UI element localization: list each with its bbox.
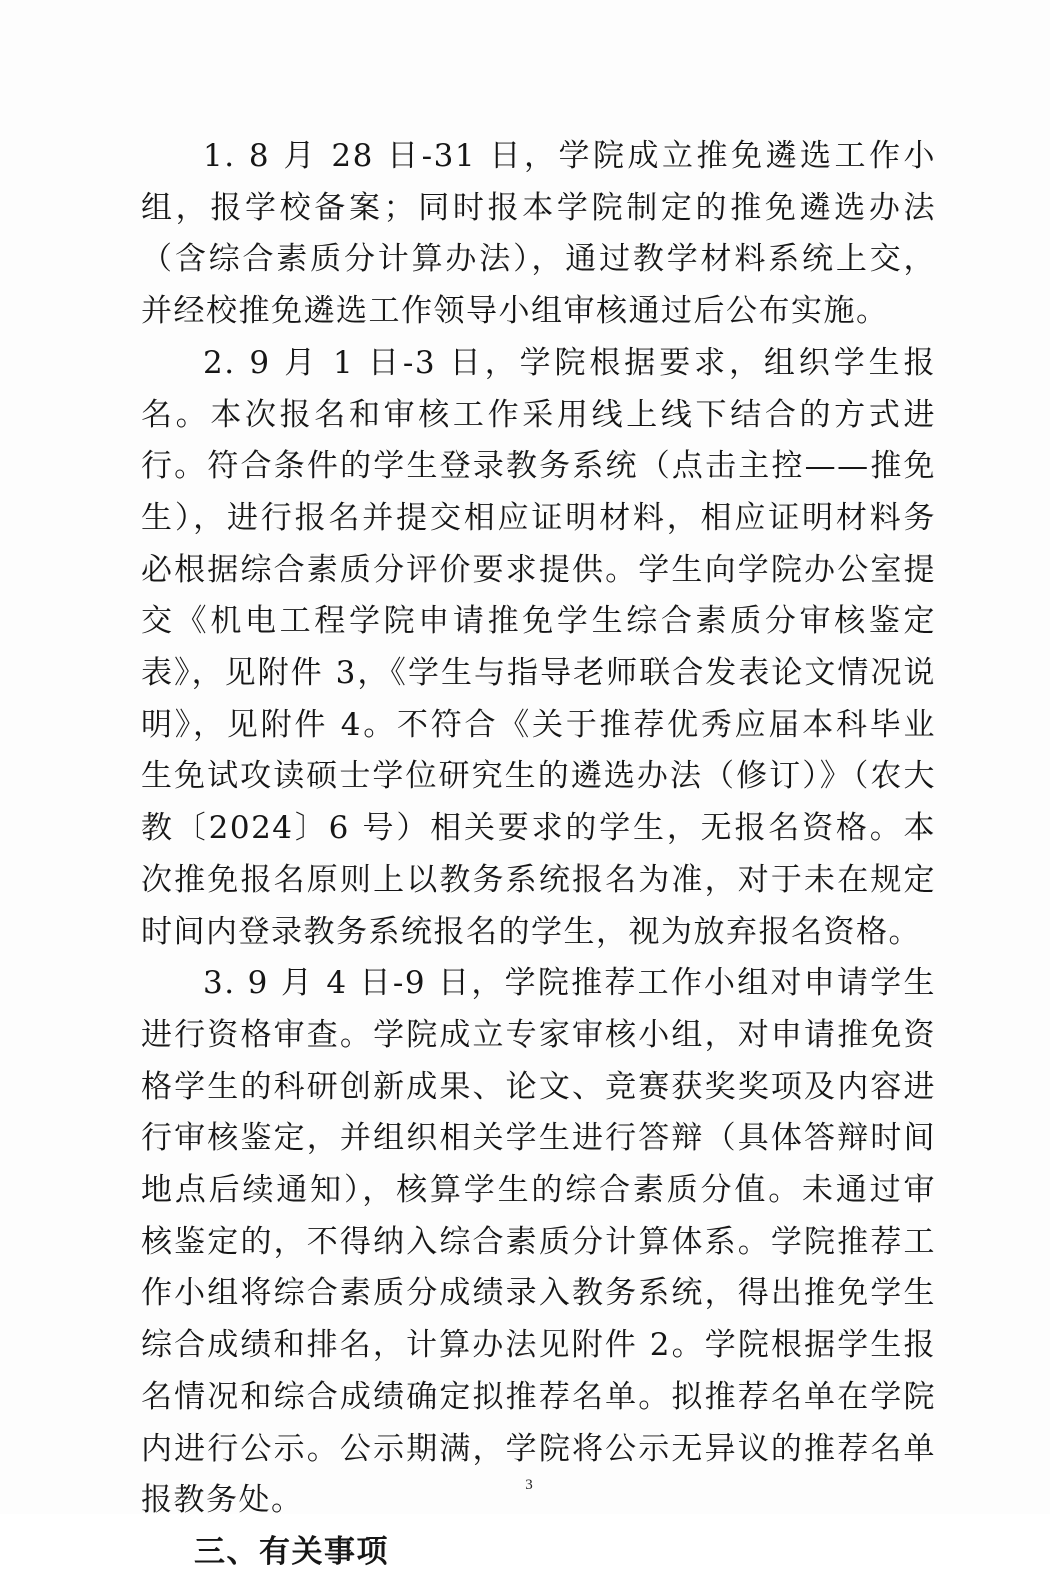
- section-heading: 三、有关事项: [194, 1533, 389, 1570]
- document-body: [141, 131, 936, 1579]
- paragraph-step-1: 1. 8 月 28 日-31 日，学院成立推免遴选工作小组，报学校备案；同时报本学院制定的推免遴选办法（含综合素质分计算办法），通过教学材料系统上交，并经校推免遴选工作领导小组审核通过后公布实施。: [141, 138, 936, 330]
- page-number: 3: [525, 1477, 533, 1493]
- paragraph-step-2: 2. 9 月 1 日-3 日，学院根据要求，组织学生报名。本次报名和审核工作采用线上线下结合的方式进行。符合条件的学生登录教务系统（点击主控——推免生），进行报名并提交相应证明材料，相应证明材料务必根据综合素质分评价要求提供。学生向学院办公室提交《机电工程学院申请推免学生综合素质分审核鉴定表》，见附件 3，《学生与指导老师联合发表论文情况说明》，见附件 4。不符合《关于推荐优秀应届本科毕业生免试攻读硕士学位研究生的遴选办法（修订）》（农大教〔2024〕6 号）相关要求的学生，无报名资格。本次推免报名原则上以教务系统报名为准，对于未在规定时间内登录教务系统报名的学生，视为放弃报名资格。: [141, 344, 936, 950]
- paragraph-step-3: 3. 9 月 4 日-9 日，学院推荐工作小组对申请学生进行资格审查。学院成立专家审核小组，对申请推免资格学生的科研创新成果、论文、竞赛获奖奖项及内容进行审核鉴定，并组织相关学生进行答辩（具体答辩时间地点后续通知），核算学生的综合素质分值。未通过审核鉴定的，不得纳入综合素质分计算体系。学院推荐工作小组将综合素质分成绩录入教务系统，得出推免学生综合成绩和排名，计算办法见附件 2。学院根据学生报名情况和综合成绩确定拟推荐名单。拟推荐名单在学院内进行公示。公示期满，学院将公示无异议的推荐名单报教务处。: [141, 965, 936, 1519]
